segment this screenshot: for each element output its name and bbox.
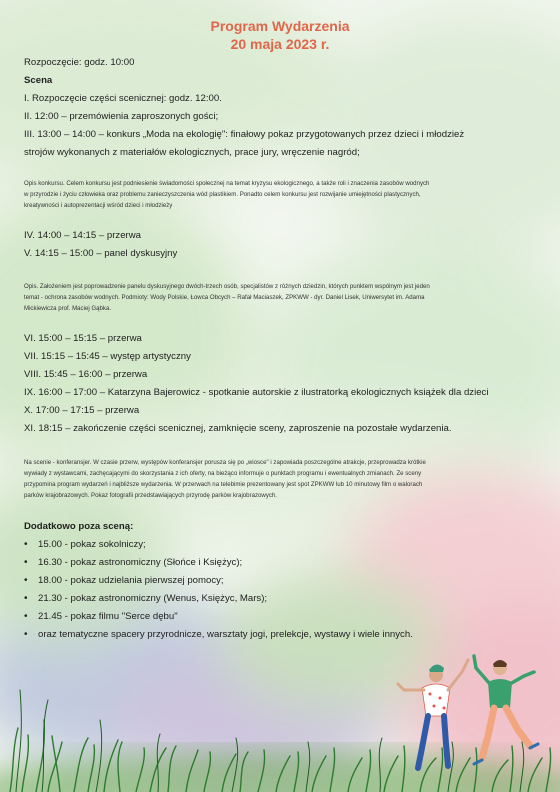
extra-item: • oraz tematyczne spacery przyrodnicze, warsztaty jogi, prelekcje, wystawy i wiele innych. <box>24 629 413 640</box>
bullet-dot-icon: • <box>24 629 28 640</box>
extra-item: • 15.00 - pokaz sokolniczy; <box>24 539 146 550</box>
extras-heading: Dodatkowo poza sceną: <box>24 521 134 532</box>
extra-item: • 16.30 - pokaz astronomiczny (Słońce i Księżyc); <box>24 557 243 568</box>
panel-description <box>24 281 534 314</box>
contest-description-line: Opis konkursu. Celem konkursu jest podniesienie świadomości społecznej na temat kryzysu ekologicznego, a także roli i znaczenia zasobów wodnych <box>24 180 430 187</box>
bullet-dot-icon: • <box>24 593 28 604</box>
start-time: Rozpoczęcie: godz. 10:00 <box>24 57 135 68</box>
program-title: Program Wydarzenia <box>210 18 350 34</box>
program-item: XI. 18:15 – zakończenie części scenicznej, zamknięcie sceny, zaproszenie na pozostałe wydarzenia. <box>24 423 452 434</box>
program-item: VII. 15:15 – 15:45 – występ artystyczny <box>24 351 191 362</box>
program-item: V. 14:15 – 15:00 – panel dyskusyjny <box>24 248 178 259</box>
extra-item: • 21.30 - pokaz astronomiczny (Wenus, Księżyc, Mars); <box>24 593 268 604</box>
bullet-dot-icon: • <box>24 611 28 622</box>
program-item: VI. 15:00 – 15:15 – przerwa <box>24 333 142 344</box>
scena-heading: Scena <box>24 75 53 86</box>
stage-description <box>24 457 534 501</box>
program-item: III. 13:00 – 14:00 – konkurs „Moda na ekologię": finałowy pokaz przygotowanych przez dzieci i młodzież <box>24 129 465 140</box>
extra-item: • 18.00 - pokaz udzielania pierwszej pomocy; <box>24 575 224 586</box>
program-date: 20 maja 2023 r. <box>230 36 330 52</box>
stage-description-line: Na scenie - konferansjer. W czasie przerw, występów konferansjer porusza się po „wiosce" i zapowiada poszczególne atrakcje, przeprowadza krótkie <box>24 459 426 466</box>
stage-description-line: wywiady z wystawcami, zachęcającymi do skorzystania z ich oferty, na bieżąco informuje o punktach programu i ewentualnych zmianach. Ze sceny <box>24 470 422 477</box>
panel-description-line: temat - ochrona zasobów wodnych. Podmioty: Wody Polskie, Łowca Obcych – Rafał Maciaszek, ZPKWW - dyr. Daniel Lisek, Uniwersytet im. Adama <box>24 294 425 301</box>
stage-description-line: przypomina program wydarzeń i najbliższe wydarzenia. W przerwach na telebimie prezentowany jest spot ZPKWW lub 10 minutowy film o walorach <box>24 481 423 488</box>
extra-item: • 21.45 - pokaz filmu "Serce dębu" <box>24 611 178 622</box>
program-item: IX. 16:00 – 17:00 – Katarzyna Bajerowicz - spotkanie autorskie z ilustratorką ekologicznych książek dla dzieci <box>24 387 489 398</box>
bullet-dot-icon: • <box>24 557 28 568</box>
contest-description-line: w przyrodzie i życiu człowieka oraz problemu zanieczyszczenia wód plastikiem. Ponadto celem konkursu jest rozwijanie umiejętności plastycznych, <box>24 191 421 198</box>
panel-description-line: Opis. Założeniem jest poprowadzenie panelu dyskusyjnego dwóch-trzech osób, specjalistów z różnych dziedzin, których punktem wspólnym jest jeden <box>24 283 430 290</box>
program-item: VIII. 15:45 – 16:00 – przerwa <box>24 369 148 380</box>
program-item: II. 12:00 – przemówienia zaproszonych gości; <box>24 111 219 122</box>
program-item: X. 17:00 – 17:15 – przerwa <box>24 405 140 416</box>
program-item: IV. 14:00 – 14:15 – przerwa <box>24 230 141 241</box>
program-item: I. Rozpoczęcie części scenicznej: godz. 12:00. <box>24 93 222 104</box>
contest-description <box>24 178 534 211</box>
contest-description-line: kreatywności i autoprezentacji wśród dzieci i młodzieży <box>24 202 173 209</box>
stage-description-line: parków krajobrazowych. Pokaz fotografii przedstawiających przyrodę parków krajobrazowych. <box>24 492 278 499</box>
bullet-dot-icon: • <box>24 575 28 586</box>
program-item: strojów wykonanych z materiałów ekologicznych, prace jury, wręczenie nagród; <box>24 147 360 158</box>
bullet-dot-icon: • <box>24 539 28 550</box>
panel-description-line: Mickiewicza prof. Maciej Gąbka. <box>24 305 112 312</box>
